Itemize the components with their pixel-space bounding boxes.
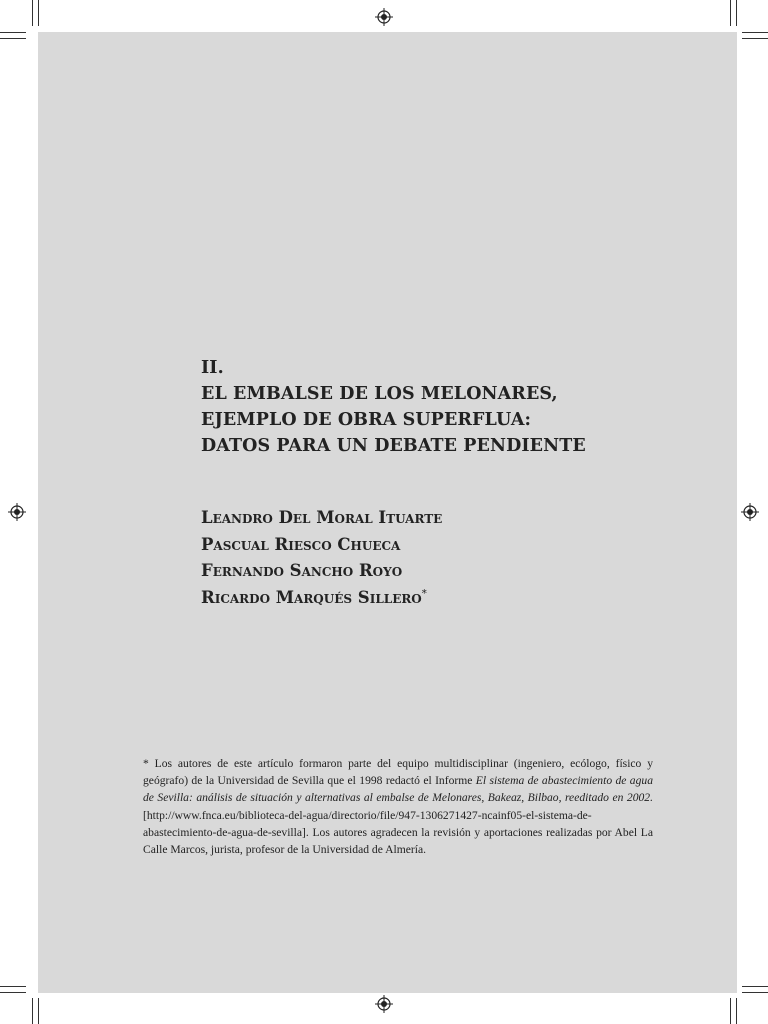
registration-mark-icon: [375, 995, 393, 1013]
registration-mark-icon: [8, 503, 26, 521]
footnote-marker: *: [421, 588, 427, 599]
registration-mark-icon: [741, 503, 759, 521]
crop-mark-top-left-v: [32, 0, 33, 26]
crop-mark-top-right-h: [742, 32, 768, 33]
author-name: Fernando Sancho Royo: [201, 561, 403, 580]
crop-mark-bottom-left-v2: [38, 998, 39, 1024]
footnote: [143, 755, 653, 858]
author-name: Ricardo Marqués Sillero*: [201, 587, 427, 607]
crop-mark-top-right-v2: [736, 0, 737, 26]
crop-mark-bottom-right-v2: [736, 998, 737, 1024]
crop-mark-top-left-v2: [38, 0, 39, 26]
author-name: Pascual Riesco Chueca: [201, 534, 401, 554]
crop-mark-top-left-h2: [0, 38, 26, 39]
crop-mark-bottom-left-h2: [0, 992, 26, 993]
crop-mark-bottom-left-h: [0, 986, 26, 987]
crop-mark-bottom-left-v: [32, 998, 33, 1024]
footnote-text: [http://www.fnca.eu/biblioteca-del-agua/directorio/file/947-1306271427-ncainf05-el-sistema-de-abastecimiento-de-agua-de-sevilla]. Los autores agradecen la revisión y aportaciones realizadas por Abel La Calle Marcos, jurista, profesor de la Universidad de Almería.: [143, 808, 653, 857]
author-name: Leandro Del Moral Ituarte: [201, 508, 443, 527]
crop-mark-top-left-h: [0, 32, 26, 33]
registration-mark-icon: [375, 8, 393, 26]
crop-mark-top-right-v: [730, 0, 731, 26]
footnote-text: * Los autores de este artículo formaron parte del equipo multidisciplinar (ingeniero, ecólogo, físico y geógrafo) de la Universidad de Sevilla que el 1998 redactó el Informe: [143, 757, 653, 788]
crop-mark-top-right-h2: [742, 38, 768, 39]
crop-mark-bottom-right-h2: [742, 992, 768, 993]
footnote-report-title: El sistema de abastecimiento de agua de Sevilla: análisis de situación y alternativas al embalse de Melonares, Bakeaz, Bilbao, reeditado en 2002.: [143, 774, 653, 805]
chapter-title-line: EL EMBALSE DE LOS MELONARES,: [201, 384, 558, 404]
chapter-number: II.: [201, 358, 224, 378]
crop-mark-bottom-right-h: [742, 986, 768, 987]
author-list: [201, 505, 671, 611]
chapter-heading: [201, 355, 671, 459]
crop-mark-bottom-right-v: [730, 998, 731, 1024]
chapter-title-line: EJEMPLO DE OBRA SUPERFLUA:: [201, 410, 532, 430]
chapter-title-line: DATOS PARA UN DEBATE PENDIENTE: [201, 436, 586, 456]
